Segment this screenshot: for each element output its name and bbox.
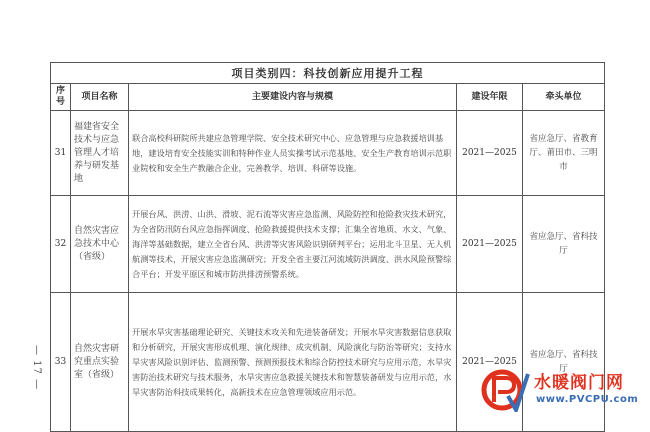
header-period: 建设年限 [457, 84, 523, 111]
header-row [51, 84, 605, 111]
category-row [51, 63, 605, 84]
row-seq: 33 [51, 293, 71, 432]
row-seq: 32 [51, 196, 71, 293]
header-name: 项目名称 [71, 84, 129, 111]
header-seq: 序号 [51, 84, 71, 111]
watermark-url: www.PVCPU.com [536, 394, 639, 405]
row-period: 2021—2025 [457, 111, 523, 196]
table-row [51, 111, 605, 196]
row-project-name: 自然灾害应急技术中心（省级） [71, 196, 129, 293]
header-content: 主要建设内容与规模 [129, 84, 457, 111]
row-lead-unit: 省应急厅、省科技厅 [523, 293, 605, 432]
row-period: 2021—2025 [457, 196, 523, 293]
row-seq: 31 [51, 111, 71, 196]
row-project-name: 福建省安全技术与应急管理人才培养与研发基地 [71, 111, 129, 196]
header-unit: 牵头单位 [523, 84, 605, 111]
row-lead-unit: 省应急厅、省科技厅 [523, 196, 605, 293]
category-title: 项目类别四：科技创新应用提升工程 [51, 63, 605, 84]
row-content: 开展台风、洪涝、山洪、滑坡、泥石流等灾害应急监测、风险防控和抢险救灾技术研究，为全省防汛防台风应急指挥调度、抢险救援提供技术支撑；汇集全省地质、水文、气象、海洋等基础数据，建立全省台风、洪涝等灾害风险识别研判平台；运用北斗卫星、无人机航测等技术，开展灾害应急监测研究；开发全省主要江河流域防洪调度、洪水风险预警综合平台；开发平原区和城市防洪排涝预警系统。 [129, 196, 457, 293]
row-content: 开展水旱灾害基础理论研究、关键技术攻关和先进装备研发；开展水旱灾害数据信息获取和分析研究，开展灾害形成机理、演化规律、成灾机制、风险演化与防治等研究；支持水旱灾害风险识别评估、监测预警、预测预报技术和综合防控技术研究与应用示范，水旱灾害防治技术研究与技术服务，水旱灾害应急救援关键技术和智慧装备研发与应用示范，水旱灾害防治科技成果转化，高新技术在应急管理领域应用示范。 [129, 293, 457, 432]
row-lead-unit: 省应急厅、省教育厅、莆田市、三明市 [523, 111, 605, 196]
watermark-title: 水暖阀门网 [534, 373, 624, 393]
site-watermark [478, 364, 650, 416]
row-project-name: 自然灾害研究重点实验室（省级） [71, 293, 129, 432]
row-content: 联合高校科研院所共建应急管理学院、安全技术研究中心、应急管理与应急救援培训基地，建设培育安全技能实训和特种作业人员实操考试示范基地、安全生产教育培训示范职业院校和安全生产教融合企业，完善教学、培训、科研等设施。 [129, 111, 457, 196]
pv-logo-icon [480, 366, 530, 412]
row-period: 2021—2025 [457, 293, 523, 432]
page-number: — 17 — [31, 345, 42, 391]
table-row [51, 196, 605, 293]
